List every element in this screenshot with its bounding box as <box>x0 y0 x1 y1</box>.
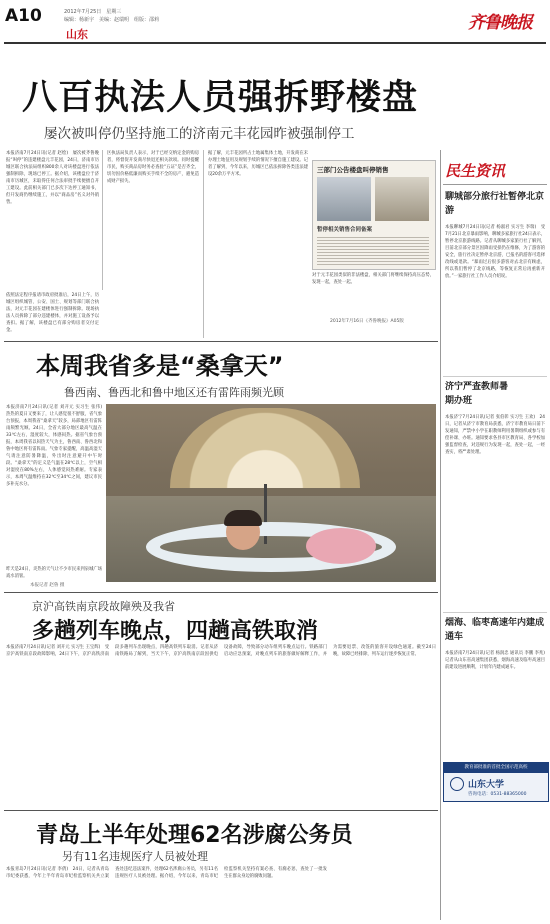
section-rule <box>4 341 438 342</box>
sidebar-rule <box>443 184 547 185</box>
umbrella <box>170 408 360 488</box>
university-seal-icon <box>450 777 464 791</box>
ad-phone: 咨询电话：0531-88365000 <box>468 792 527 797</box>
clip-text <box>317 235 429 265</box>
swim-ring-accent <box>306 528 376 564</box>
sidebar-ad <box>443 762 549 802</box>
photo-caption: 昨天是24日，炎热的天气让不少市民来到泉城广场戏水消暑。 <box>6 567 102 579</box>
section-rule <box>4 810 438 811</box>
story4-body: 本报青岛7月24日讯(记者 李倩) 24日，记者从青岛市纪委获悉，今年上半年青岛市纪检监察机关共立案查处违纪违法案件，处理62名涉腐公务员，另有11名违规医疗人员被处理。据介绍，今年以来，青岛市纪检监察机关坚持有案必查、有腐必惩，查处了一批发生在群众身边的腐败问题。 <box>6 867 327 879</box>
clip-caption: 2012年7月16日《齐鲁晚报》A05版 <box>330 319 404 324</box>
story4-subhead: 另有11名违规医疗人员被处理 <box>62 850 208 863</box>
masthead-logo: 齐鲁晚报 <box>468 13 532 33</box>
page-header <box>0 0 550 46</box>
column-divider <box>102 150 103 290</box>
sidebar-divider <box>440 150 441 920</box>
ad-slogan: 教育部批准的首批全国示范高校 <box>444 763 548 773</box>
sidebar-item-body: 本报聊城7月24日讯(记者 杨淑君 实习生 李瑞) 受7月21日北京暴雨影响，聊城多家旅行社24日表示，暂停北京旅游线路。记者从聊城多家旅行社了解到，目前北京部分景区因降雨受损仍在维修，为了游客的安全，旅行社决定暂停北京游，已报名的游客可选择改线或退款。“暴雨过后很多游客对去北京有顾虑，所以我们暂停了北京线路，等恢复正常后再重新开放。”一家旅行社工作人员介绍说。 <box>445 225 545 279</box>
story1-col3: 区执法局负责人表示，对于已经交纳定金的购房者，将督促开发商尽快退还相关款项。同时提醒市民，购买商品房时务必查验“五证”是否齐全，切勿因价格低廉而购买手续不全的房产，避免造成财产损失。 <box>107 151 199 184</box>
photo-credit: 本报记者 赵鲁 摄 <box>30 583 65 588</box>
clip-photo <box>375 177 429 221</box>
story1-headline: 八百执法人员强拆野楼盘 <box>22 78 419 118</box>
page-number: A10 <box>5 6 42 26</box>
section-name: 山东 <box>66 28 88 41</box>
story4-headline: 青岛上半年处理62名涉腐公务员 <box>36 823 353 848</box>
sidebar-rule <box>443 376 547 377</box>
child-hair <box>224 510 262 526</box>
sidebar-item-title: 烟海、临枣高速年内建成通车 <box>445 618 545 642</box>
sidebar <box>443 150 550 920</box>
story2-body: 本报济南7月24日讯(记者 刘开元 实习生 张伟) 热热的夏日又要来了，让人感觉很不舒服，省气象台预报，本周我省“桑拿天”较多，局部地区有雷阵雨频繁光顾。24日，全省大部分地区最高气温在33℃左右，湿度较大，体感闷热。据省气象台预报，本周我省以闷热天气为主，鲁西南、鲁西北和鲁中地区将有雷阵雨。气象专家提醒，高温高湿天气请注意防暑降温，外出时注意避开中午时段。“桑拿天”的定义是气温在28℃以上，空气相对湿度在80%左右，人体感觉闷热难耐。专家表示，本周气温维持在32℃至34℃之间，建议市民多补充水分。 <box>6 405 107 487</box>
story1-col4: 据了解，元丰花园所占土地属集体土地，开发商在未办理土地征用及规划手续的情况下擅自施工建设。记者了解到，今年以来，历城区已依法拆除各类违法建设20余万平方米。 <box>208 151 308 177</box>
story3-kicker: 京沪高铁南京段故障殃及我省 <box>32 600 175 613</box>
story1-col5: 对于元丰花园类似的非法楼盘，相关部门将继续保持高压态势，发现一起，查处一起。 <box>312 273 434 285</box>
story1-col2: 依照法定程序报请市政府批准后，24日上午，历城区组织城管、公安、国土、规划等部门联合执法，对元丰花园在建楼体进行强制拆除。现场执法人员拆除了部分违建楼体，并对施工设备予以查扣。据了解，该楼盘已有部分购房者交付定金。 <box>6 293 99 333</box>
sidebar-item-title: 济宁严查教师暑期办班 <box>445 382 509 406</box>
header-rule <box>4 42 546 44</box>
story1-subhead: 屡次被叫停仍坚持施工的济南元丰花园昨被强制停工 <box>44 126 355 142</box>
sidebar-item-body: 本报济南7月24日讯(记者 杨润忠 通讯员 李鹏 李兆) 记者从山东省高速集团获悉，烟海高速及临枣高速目前建设进展顺利，计划年内建成通车。 <box>445 651 550 670</box>
sidebar-item-title: 聊城部分旅行社暂停北京游 <box>445 192 545 216</box>
sidebar-item-body: 本报济宁7月24日讯(记者 张伯彰 实习生 王欢) 24日，记者从济宁市教育局获悉，济宁市教育局日前下发通知，严禁中小学在职教师利用暑期组织或参与有偿补课、办班。通知要求各县市区教育局、各学校加强监督检查，对违规行为发现一起，查处一起，一经查实，将严肃处理。 <box>445 415 545 455</box>
archive-clip-image <box>312 160 436 270</box>
story2-subhead: 鲁西南、鲁西北和鲁中地区还有雷阵雨频光顾 <box>64 386 284 399</box>
ad-brand: 山东大学 <box>468 780 505 790</box>
story3-body: 本报济南7月24日讯(记者 刘开元 实习生 王宝辉) 受京沪高铁南京段故障影响，24日下午，京沪高铁济南段多趟列车出现晚点，四趟高铁列车取消。记者从济南铁路局了解到，当天下午，京沪高铁南京段因供电设备故障，导致部分动车组列车晚点运行。铁路部门启动应急预案，对晚点列车的旅客做好解释工作，并为需要退票、改签的旅客开设绿色通道。截至24日晚，故障已经排除，列车运行逐步恢复正常。 <box>6 645 436 657</box>
weather-photo <box>106 404 436 582</box>
column-divider <box>203 150 204 338</box>
story1-col1: 本报济南7月24日讯(记者 赵绘) 屡次被齐鲁晚报“叫停”的违建楼盘元丰花园，24日，济南市历城区联合执法局组织800余人对该楼盘进行依法强制拆除，现场已停工。据介绍，该楼盘位于济南市历城区，未取得任何合法审批手续便擅自开工建设。此前相关部门已多次下达停工通知书，但开发商仍继续施工，并以“商品房”名义对外销售。 <box>6 151 99 205</box>
issue-date: 2012年7月25日 星期三 <box>64 9 122 15</box>
clip-subline: 暂停相关销售合同备案 <box>317 227 373 233</box>
story3-headline: 多趟列车晚点，四趟高铁取消 <box>32 619 319 644</box>
clip-photo <box>317 177 371 221</box>
sidebar-rule <box>443 612 547 613</box>
editor-credits: 编辑：杨新宇 美编：赵瑞明 组版：邵莉 <box>64 17 160 23</box>
section-rule <box>4 592 438 593</box>
sidebar-logo: 民生资讯 <box>445 162 506 180</box>
clip-headline: 三部门公告楼盘叫停销售 <box>317 166 389 174</box>
story2-headline: 本周我省多是“桑拿天” <box>36 352 284 380</box>
